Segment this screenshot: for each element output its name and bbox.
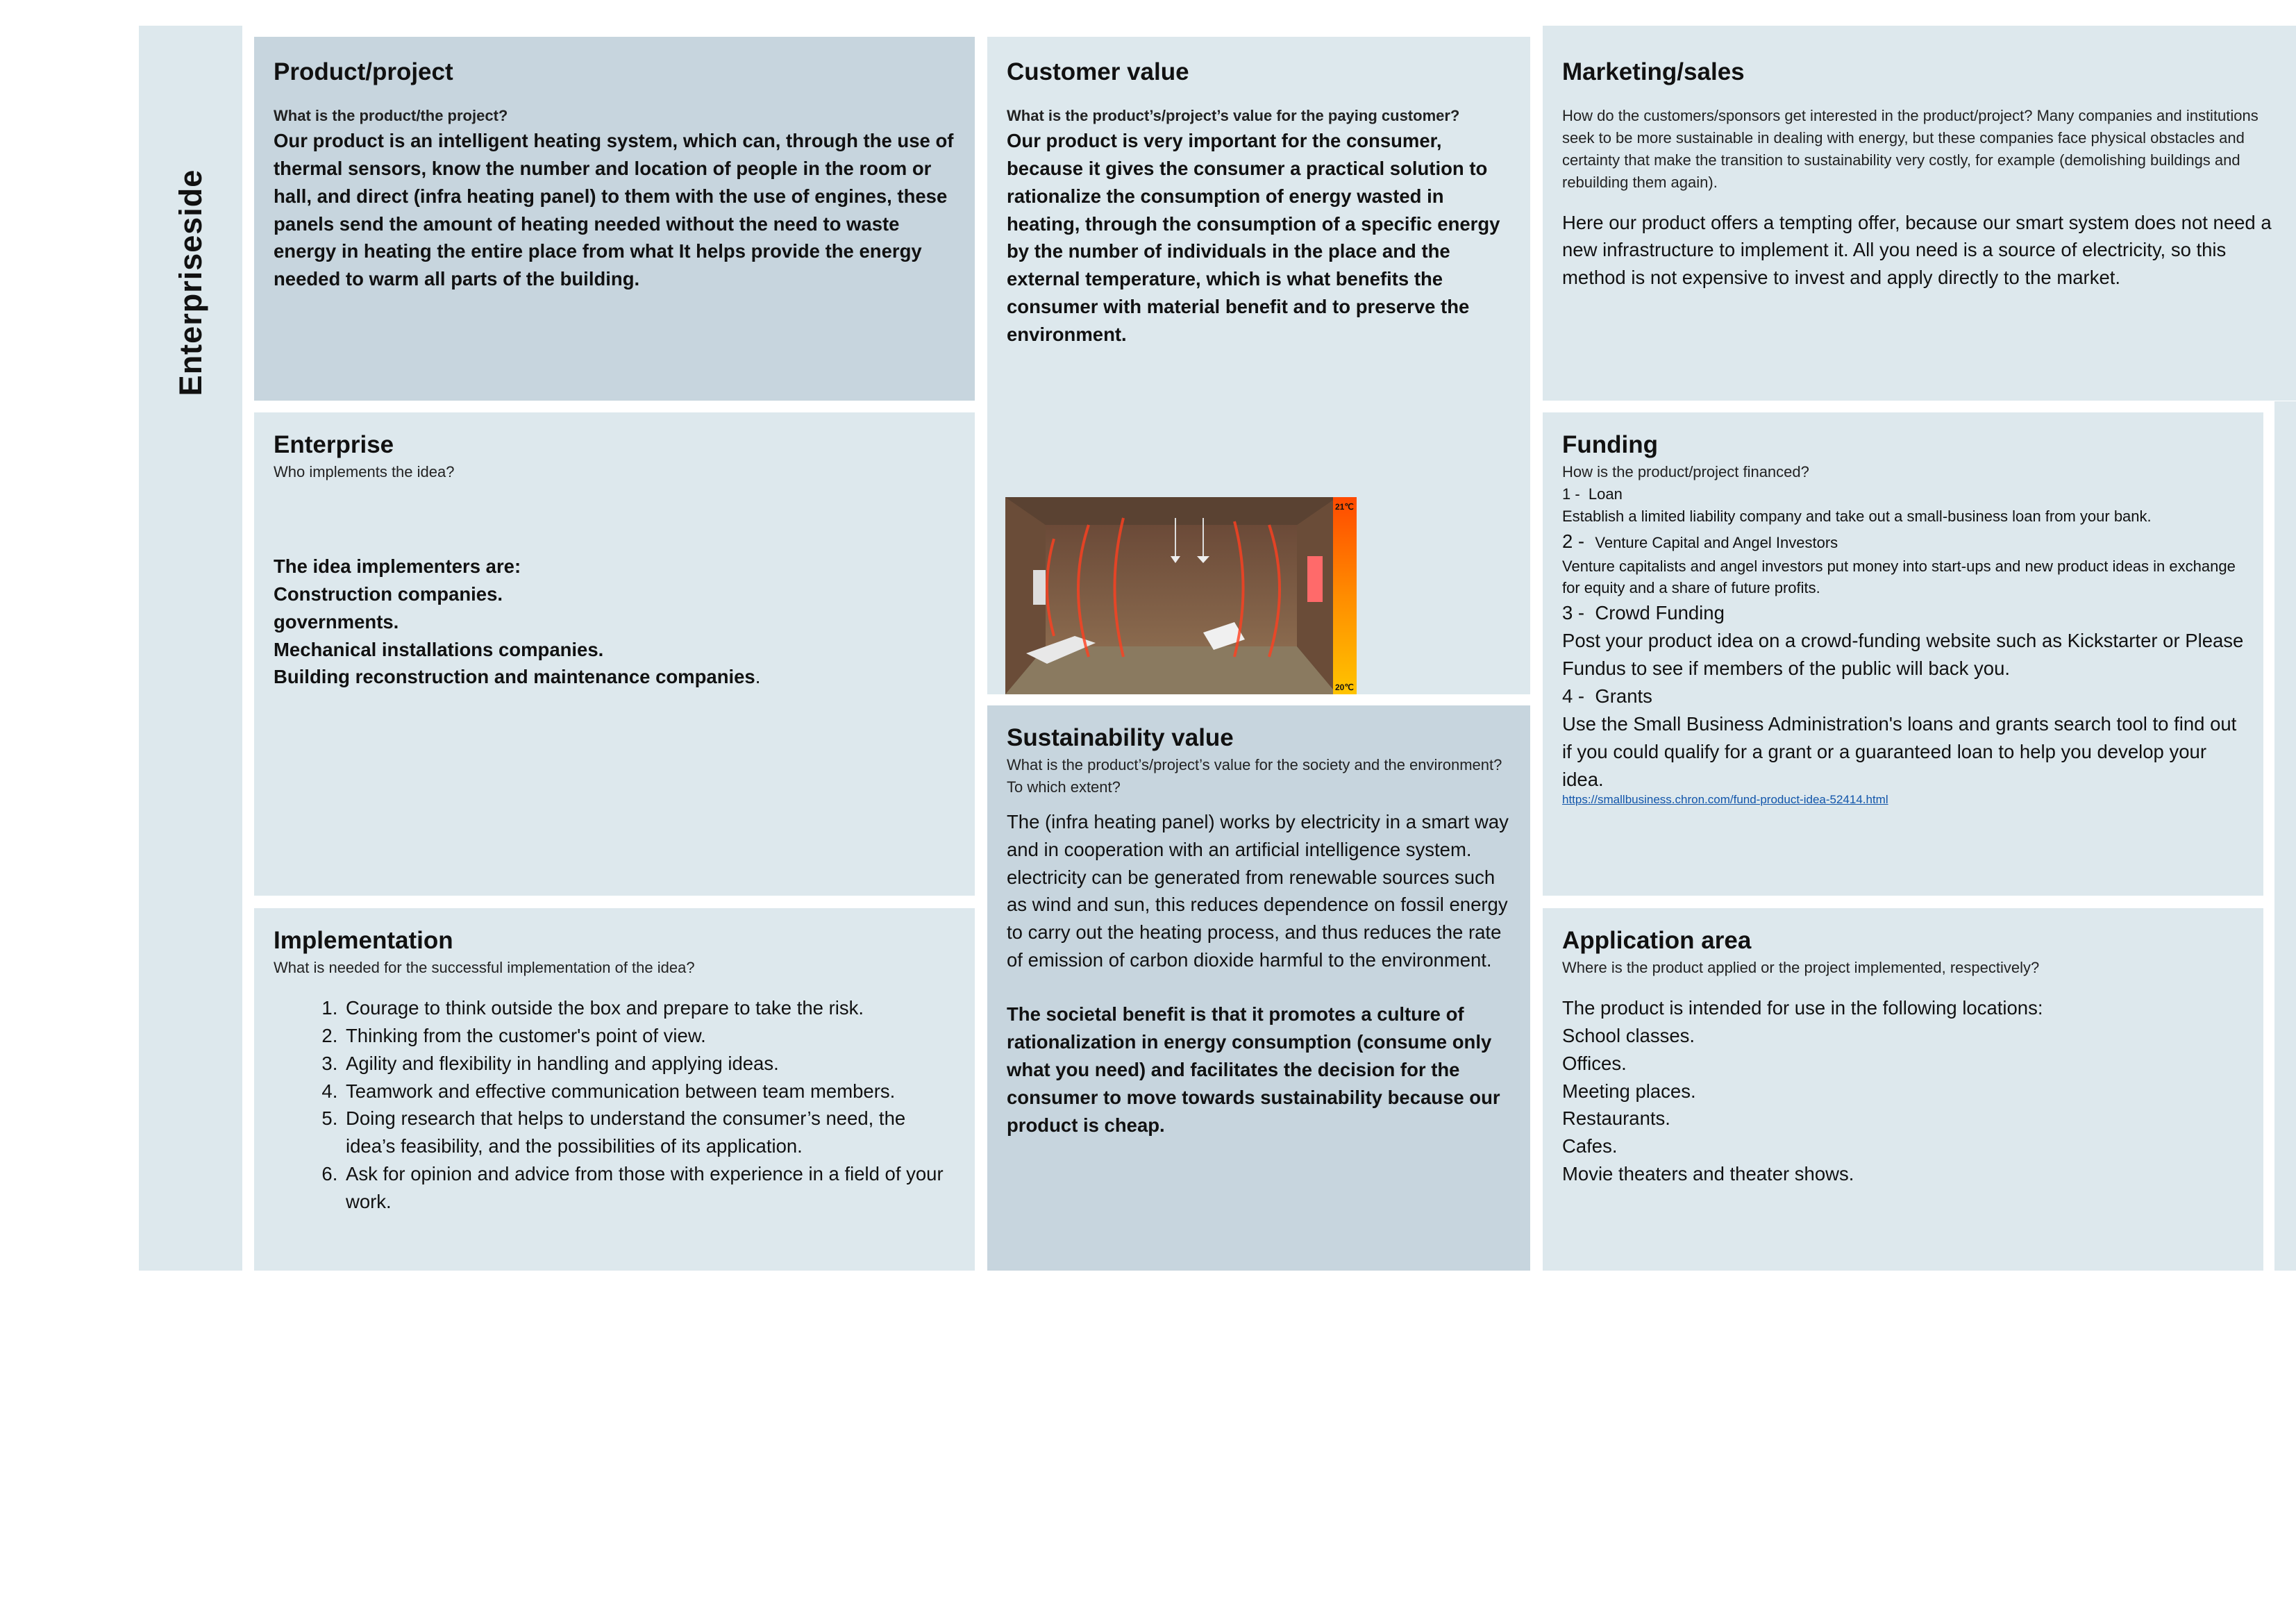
enterprise-trailing-period: . (755, 666, 761, 688)
funding-item-name: Venture Capital and Angel Investors (1595, 533, 1838, 551)
application-area-intro: The product is intended for use in the following locations: (1562, 996, 2043, 1019)
sustainability-question: What is the product’s/project’s value for the society and the environment? To which extent? (1007, 756, 1502, 796)
temp-bottom-label: 20℃ (1335, 683, 1354, 692)
implementation-title: Implementation (274, 927, 453, 954)
marketing-answer: Here our product offers a tempting offer, because our smart system does not need a new infrastructure to implement it. All you need is a source of electricity, so this method is not expensive to invest and apply directly to the market. (1562, 211, 2272, 289)
enterprise-item: Construction companies. (274, 583, 503, 605)
right-edge-strip (2274, 401, 2296, 1271)
application-area-item: Cafes. (1562, 1135, 1618, 1157)
funding-item-number: 3 - (1562, 602, 1585, 624)
temp-top-label: 21℃ (1335, 502, 1354, 512)
product-project-question: What is the product/the project? (274, 107, 508, 124)
funding-item-name: Loan (1588, 485, 1623, 503)
sustainability-title: Sustainability value (1007, 724, 1234, 751)
enterprise-title: Enterprise (274, 431, 394, 458)
funding-item-desc: Use the Small Business Administration's loans and grants search tool to find out if you could qualify for a grant or a guaranteed loan to help you develop your idea. (1562, 712, 2237, 790)
funding-source-link[interactable]: https://smallbusiness.chron.com/fund-product-idea-52414.html (1562, 793, 1888, 807)
funding-item-name: Grants (1595, 685, 1652, 707)
funding-item-number: 2 - (1562, 530, 1585, 552)
enterprise-side-bar (139, 26, 242, 1271)
application-area-item: Offices. (1562, 1052, 1627, 1074)
funding-item-heading (1562, 599, 2244, 627)
product-project-panel (254, 37, 975, 401)
heating-room-image (1005, 497, 1357, 694)
application-area-item: School classes. (1562, 1024, 1695, 1046)
customer-value-title: Customer value (1007, 58, 1189, 85)
implementation-list (274, 994, 955, 1216)
marketing-sales-panel (1543, 26, 2296, 401)
marketing-question: How do the customers/sponsors get interested in the product/project? Many companies and institutions seek to be more sustainable in dealing with energy, but these companies face physical obstacles and certainty that make the transition to sustainability very costly, for example (demolishing buildings and rebuilding them again). (1562, 107, 2259, 191)
application-area-panel (1543, 908, 2263, 1271)
product-project-title: Product/project (274, 58, 453, 85)
application-area-item: Movie theaters and theater shows. (1562, 1163, 1854, 1185)
implementation-item: 2. Thinking from the customer's point of view. (343, 1022, 955, 1050)
implementation-question: What is needed for the successful implementation of the idea? (274, 959, 695, 976)
funding-item-name: Crowd Funding (1595, 602, 1725, 624)
heating-room-illustration (1005, 497, 1357, 694)
enterprise-item: Building reconstruction and maintenance companies (274, 666, 755, 688)
enterprise-intro: The idea implementers are: (274, 555, 521, 577)
enterprise-panel (254, 412, 975, 896)
enterprise-item: governments. (274, 610, 399, 633)
sustainability-para1: The (infra heating panel) works by electricity in a smart way and in cooperation with an artificial intelligence system. electricity can be generated from renewable sources such as wind and sun, this reduces dependence on fossil energy to carry out the heating process, and thus reduces the rate of emission of carbon dioxide harmful to the environment. (1007, 810, 1509, 971)
customer-value-question: What is the product’s/project’s value for the paying customer? (1007, 107, 1460, 124)
sustainability-panel (987, 705, 1530, 1271)
funding-title: Funding (1562, 431, 1659, 458)
enterprise-question: Who implements the idea? (274, 463, 455, 480)
product-project-answer: Our product is an intelligent heating system, which can, through the use of thermal sensors, know the number and location of people in the room or hall, and direct (infra heating panel) to them with the use of engines, these panels send the amount of heating needed without the need to waste energy in heating the entire place from what It helps provide the energy needed to warm all parts of the building. (274, 129, 954, 290)
marketing-title: Marketing/sales (1562, 58, 1745, 85)
implementation-panel (254, 908, 975, 1271)
application-area-item: Restaurants. (1562, 1107, 1670, 1130)
implementation-item: 3. Agility and flexibility in handling and applying ideas. (343, 1050, 955, 1078)
enterprise-item: Mechanical installations companies. (274, 638, 604, 660)
funding-item-heading (1562, 528, 2244, 555)
funding-item-number: 1 - (1562, 485, 1580, 503)
customer-value-answer: Our product is very important for the consumer, because it gives the consumer a practical solution to rationalize the consumption of energy wasted in heating, through the consumption of a specific energy by the number of individuals in the place and the external temperature, which is what benefits the consumer with material benefit and to preserve the environment. (1007, 129, 1500, 346)
funding-panel (1543, 412, 2263, 896)
application-area-question: Where is the product applied or the project implemented, respectively? (1562, 959, 2040, 976)
implementation-item: 6. Ask for opinion and advice from those with experience in a field of your work. (343, 1160, 955, 1216)
sustainability-para2: The societal benefit is that it promotes a culture of rationalization in energy consumption (consume only what you need) and facilitates the decision for the consumer to move towards sustainability because our product is cheap. (1007, 1003, 1500, 1136)
funding-item-heading (1562, 483, 2244, 505)
funding-item-number: 4 - (1562, 685, 1585, 707)
funding-item-heading (1562, 683, 2244, 710)
implementation-item: 5. Doing research that helps to understand the consumer’s need, the idea’s feasibility, and the possibilities of its application. (343, 1105, 955, 1160)
customer-value-panel (987, 37, 1530, 694)
funding-question: How is the product/project financed? (1562, 463, 1809, 480)
side-label: Enterpriseside (172, 169, 208, 396)
funding-item-desc: Post your product idea on a crowd-funding website such as Kickstarter or Please Fundus to see if members of the public will back you. (1562, 630, 2244, 680)
application-area-title: Application area (1562, 927, 1752, 954)
funding-item-desc: Venture capitalists and angel investors put money into start-ups and new product ideas in exchange for equity and a share of future profits. (1562, 557, 2236, 597)
funding-item-desc: Establish a limited liability company and take out a small-business loan from your bank. (1562, 507, 2152, 525)
application-area-item: Meeting places. (1562, 1080, 1696, 1102)
implementation-item: 1. Courage to think outside the box and prepare to take the risk. (343, 994, 955, 1022)
implementation-item: 4. Teamwork and effective communication between team members. (343, 1078, 955, 1105)
